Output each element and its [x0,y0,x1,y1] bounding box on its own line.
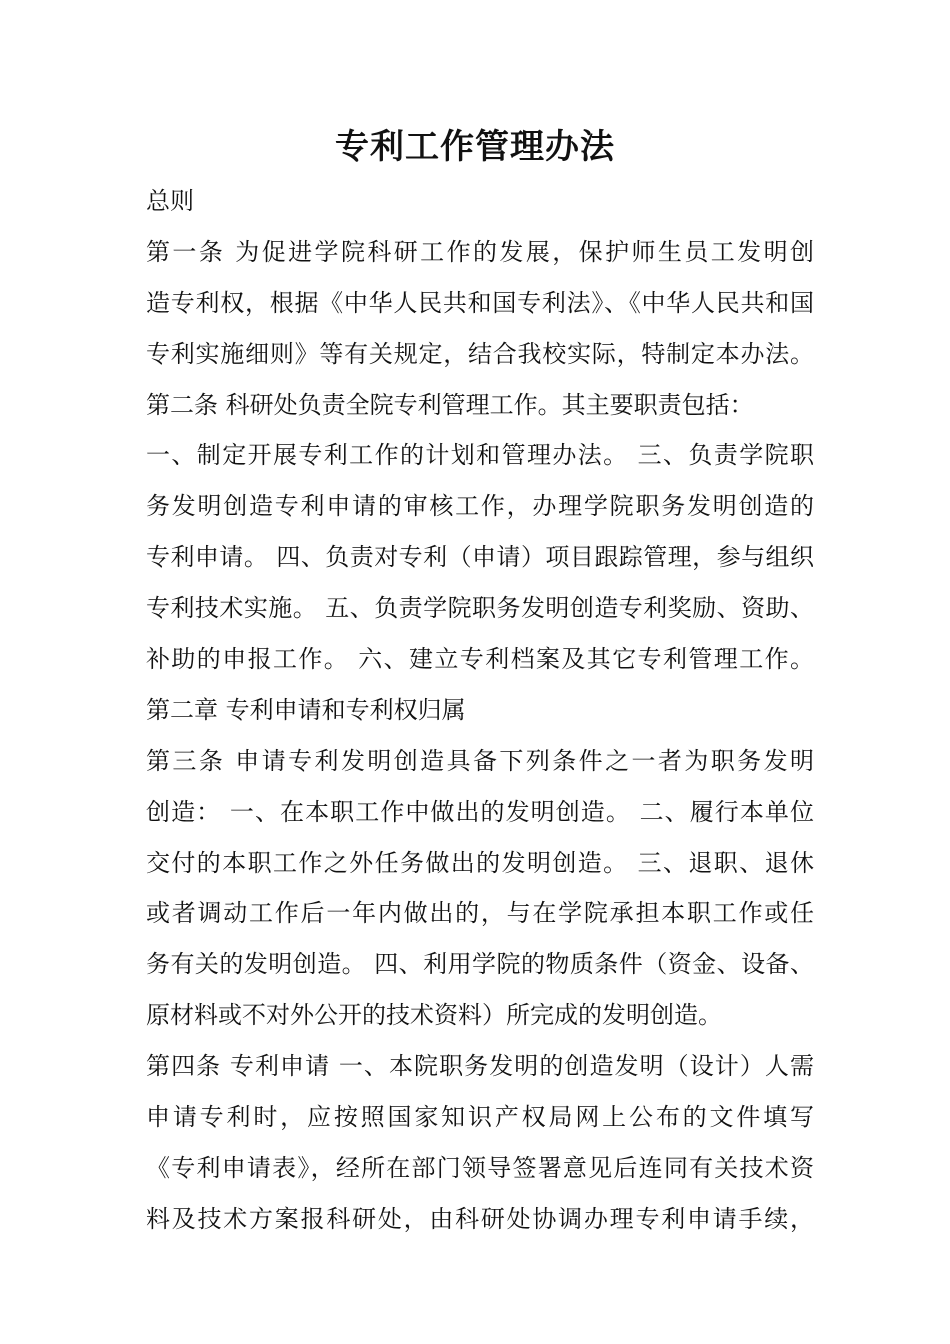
text-line: 第二条 科研处负责全院专利管理工作。其主要职责包括： [146,390,754,419]
text-line: 创造： 一、在本职工作中做出的发明创造。 二、履行本单位 [146,797,814,826]
text-line: 第三条 申请专利发明创造具备下列条件之一者为职务发明 [146,746,814,775]
text-line: 专利技术实施。 五、负责学院职务发明创造专利奖励、资助、 [146,594,814,623]
text-line: 专利申请。 四、负责对专利（申请）项目跟踪管理，参与组织 [146,543,814,572]
text-line: 专利实施细则》等有关规定，结合我校实际，特制定本办法。 [146,339,814,368]
text-line: 或者调动工作后一年内做出的，与在学院承担本职工作或任 [146,899,814,928]
document-body [146,176,814,1245]
text-line: 原材料或不对外公开的技术资料）所完成的发明创造。 [146,1001,722,1030]
section-heading-general: 总则 [146,187,194,215]
chapter-heading: 第二章 专利申请和专利权归属 [146,695,466,724]
text-line: 造专利权，根据《中华人民共和国专利法》、《中华人民共和国 [146,288,814,317]
text-line: 《专利申请表》，经所在部门领导签署意见后连同有关技术资 [146,1153,814,1182]
text-line: 交付的本职工作之外任务做出的发明创造。 三、退职、退休 [146,848,814,877]
text-line: 一、制定开展专利工作的计划和管理办法。 三、负责学院职 [146,441,814,470]
text-line: 第一条 为促进学院科研工作的发展，保护师生员工发明创 [146,237,814,266]
text-line: 务发明创造专利申请的审核工作，办理学院职务发明创造的 [146,492,814,521]
text-line: 料及技术方案报科研处，由科研处协调办理专利申请手续， [146,1204,814,1233]
text-line: 申请专利时，应按照国家知识产权局网上公布的文件填写 [146,1103,814,1132]
text-line: 务有关的发明创造。 四、利用学院的物质条件（资金、设备、 [146,950,814,979]
document-title: 专利工作管理办法 [335,127,615,167]
text-line: 第四条 专利申请 一、本院职务发明的创造发明（设计）人需 [146,1052,814,1081]
text-line: 补助的申报工作。 六、建立专利档案及其它专利管理工作。 [146,645,814,674]
